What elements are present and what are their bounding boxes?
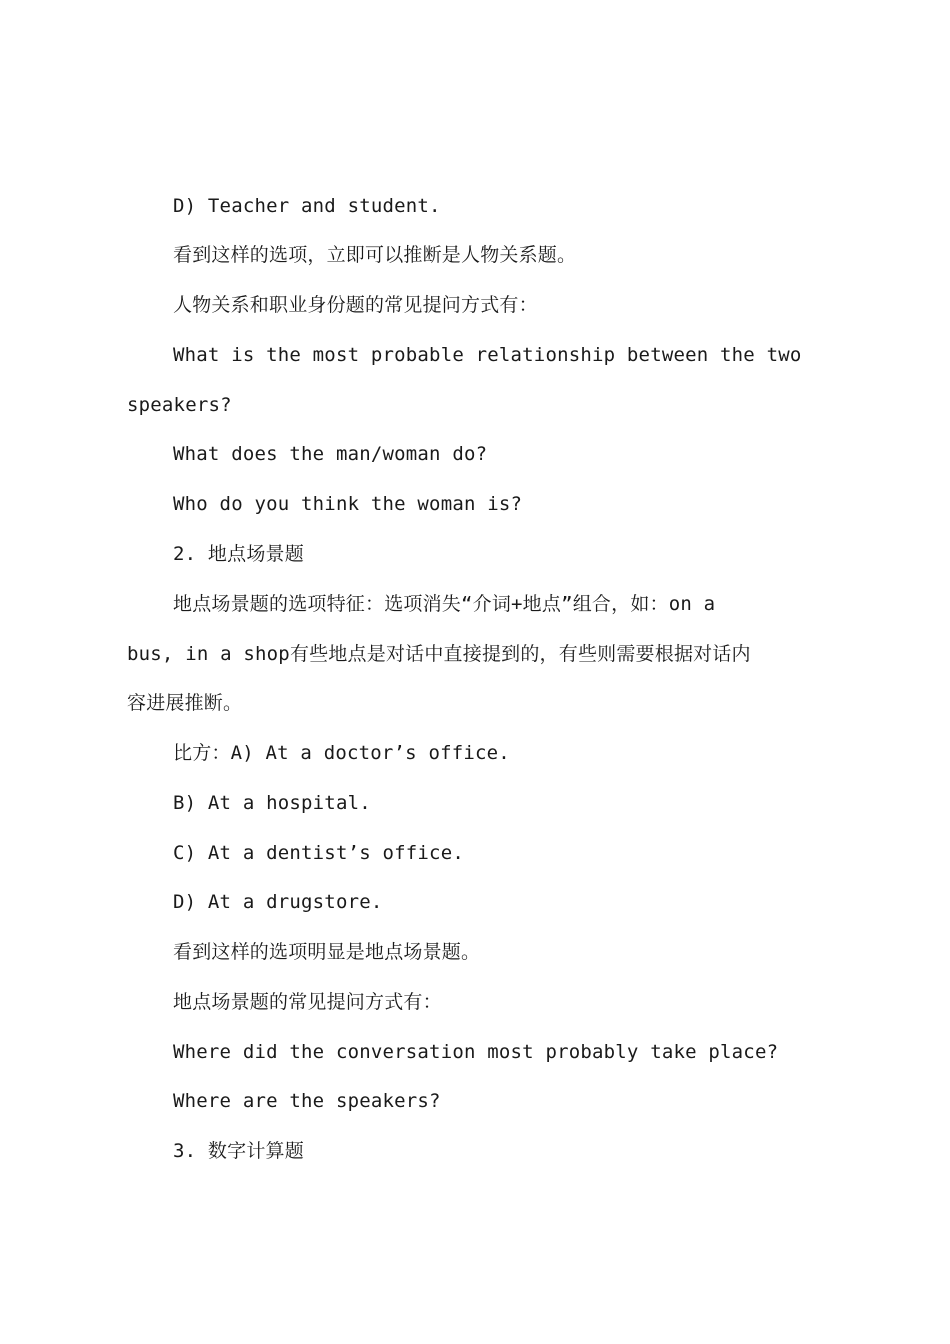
question-who-is-woman: Who do you think the woman is? (173, 493, 523, 515)
example-option-d: D) At a drugstore. (173, 891, 383, 913)
paragraph-location-question-intro: 地点场景题的常见提问方式有： (173, 991, 442, 1013)
paragraph-location-inference: 看到这样的选项明显是地点场景题。 (173, 941, 481, 963)
question-where-speakers: Where are the speakers? (173, 1090, 441, 1112)
paragraph-location-features-line3: 容进展推断。 (127, 692, 243, 714)
section-heading-location: 2. 地点场景题 (173, 543, 304, 565)
paragraph-location-features-line2: bus, in a shop有些地点是对话中直接提到的，有些则需要根据对话内 (127, 643, 751, 665)
example-option-c: C) At a dentist’s office. (173, 842, 464, 864)
paragraph-relationship-inference: 看到这样的选项，立即可以推断是人物关系题。 (173, 244, 577, 266)
paragraph-location-features: 地点场景题的选项特征：选项消失“介词+地点”组合，如：on a (173, 593, 716, 615)
question-man-woman-do: What does the man/woman do? (173, 443, 488, 465)
question-where-conversation: Where did the conversation most probably take place? (173, 1041, 779, 1063)
example-option-a: 比方：A) At a doctor’s office. (173, 742, 510, 764)
section-heading-number-calculation: 3. 数字计算题 (173, 1140, 304, 1162)
example-option-b: B) At a hospital. (173, 792, 371, 814)
question-probable-relationship: What is the most probable relationship between the two (173, 344, 802, 366)
option-d-teacher-student: D) Teacher and student. (173, 195, 441, 217)
question-probable-relationship-continued: speakers? (127, 394, 232, 416)
paragraph-relationship-question-intro: 人物关系和职业身份题的常见提问方式有： (173, 294, 538, 316)
